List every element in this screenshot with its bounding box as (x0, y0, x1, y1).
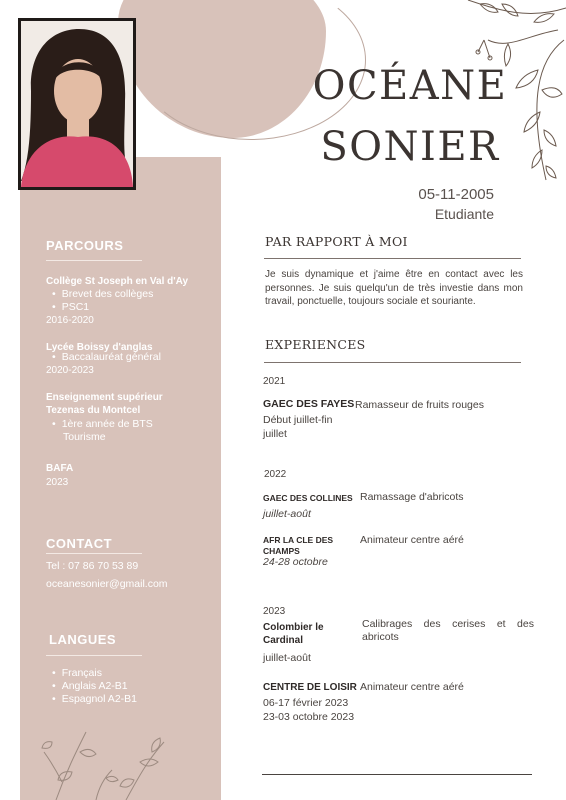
langues-divider (46, 655, 142, 656)
about-text: Je suis dynamique et j'aime être en contact avec les personnes. Je suis quelqu'un de très investie dans mon travail, ponctuelle, toujours sociale et souriante. (265, 269, 523, 307)
parcours-divider (46, 260, 142, 261)
employer-name: GAEC DES FAYES (263, 398, 355, 410)
job-title: Animateur centre aéré (360, 534, 464, 546)
list-item: • Baccalauréat général (52, 351, 161, 364)
list-item: Tourisme (63, 431, 106, 443)
birthdate: 05-11-2005 (418, 186, 494, 203)
school-dates: 2023 (46, 477, 69, 488)
school-bullets (52, 418, 153, 444)
leaf-decoration-icon (36, 722, 176, 800)
job-title: Animateur centre aéré (360, 681, 464, 693)
school-title: Tezenas du Montcel (46, 405, 141, 416)
phone-number: Tel : 07 86 70 53 89 (46, 560, 139, 572)
school-title: Lycée Boissy d'anglas (46, 342, 153, 353)
job-dates: 06-17 février 2023 (263, 697, 349, 709)
last-name: SONIER (320, 124, 500, 170)
list-item: • Espagnol A2-B1 (52, 693, 137, 706)
list-item: • Anglais A2-B1 (52, 680, 137, 693)
job-dates: 24-28 octobre (263, 556, 328, 568)
langues-list (52, 667, 137, 706)
job-title: Calibrages des cerises et des (362, 618, 534, 630)
job-title: Ramasseur de fruits rouges (355, 399, 484, 411)
email-address: oceanesonier@gmail.com (46, 578, 168, 590)
bottom-divider (262, 774, 532, 775)
job-dates: Début juillet-fin (263, 414, 333, 426)
employer-name: AFR LA CLE DES (263, 535, 334, 545)
employer-name: CHAMPS (263, 546, 300, 556)
job-dates: 23-03 octobre 2023 (263, 711, 355, 723)
list-item: • 1ère année de BTS (52, 418, 153, 431)
school-title: Collège St Joseph en Val d'Ay (46, 276, 189, 287)
school-title: Enseignement supérieur (46, 392, 163, 403)
year-label: 2021 (263, 376, 286, 387)
year-label: 2022 (264, 469, 287, 480)
job-dates: juillet-août (263, 508, 311, 520)
contact-divider (46, 553, 142, 554)
profile-photo (18, 18, 136, 190)
year-label: 2023 (263, 606, 286, 617)
job-title: Ramassage d'abricots (360, 491, 464, 503)
experiences-divider (264, 362, 521, 363)
about-divider (264, 258, 521, 259)
experiences-heading: EXPERIENCES (265, 337, 366, 352)
school-bullets (52, 288, 153, 314)
employer-name: GAEC DES COLLINES (263, 493, 353, 503)
school-dates: 2020-2023 (46, 365, 94, 376)
job-title: abricots (362, 631, 399, 643)
role-title: Etudiante (434, 206, 494, 222)
parcours-heading: PARCOURS (46, 238, 124, 253)
school-bullets (52, 351, 161, 364)
list-item: • PSC1 (52, 301, 153, 314)
about-heading: PAR RAPPORT À MOI (265, 234, 408, 249)
school-dates: 2016-2020 (46, 315, 94, 326)
list-item: • Brevet des collèges (52, 288, 153, 301)
school-title: BAFA (46, 463, 74, 474)
contact-heading: CONTACT (46, 536, 113, 551)
first-name: OCÉANE (312, 63, 508, 109)
employer-name: Cardinal (263, 635, 304, 646)
langues-heading: LANGUES (49, 632, 117, 647)
job-dates: juillet-août (263, 652, 311, 664)
job-dates: juillet (263, 428, 287, 440)
employer-name: CENTRE DE LOISIR (263, 682, 357, 693)
employer-name: Colombier le (263, 622, 324, 633)
list-item: • Français (52, 667, 137, 680)
